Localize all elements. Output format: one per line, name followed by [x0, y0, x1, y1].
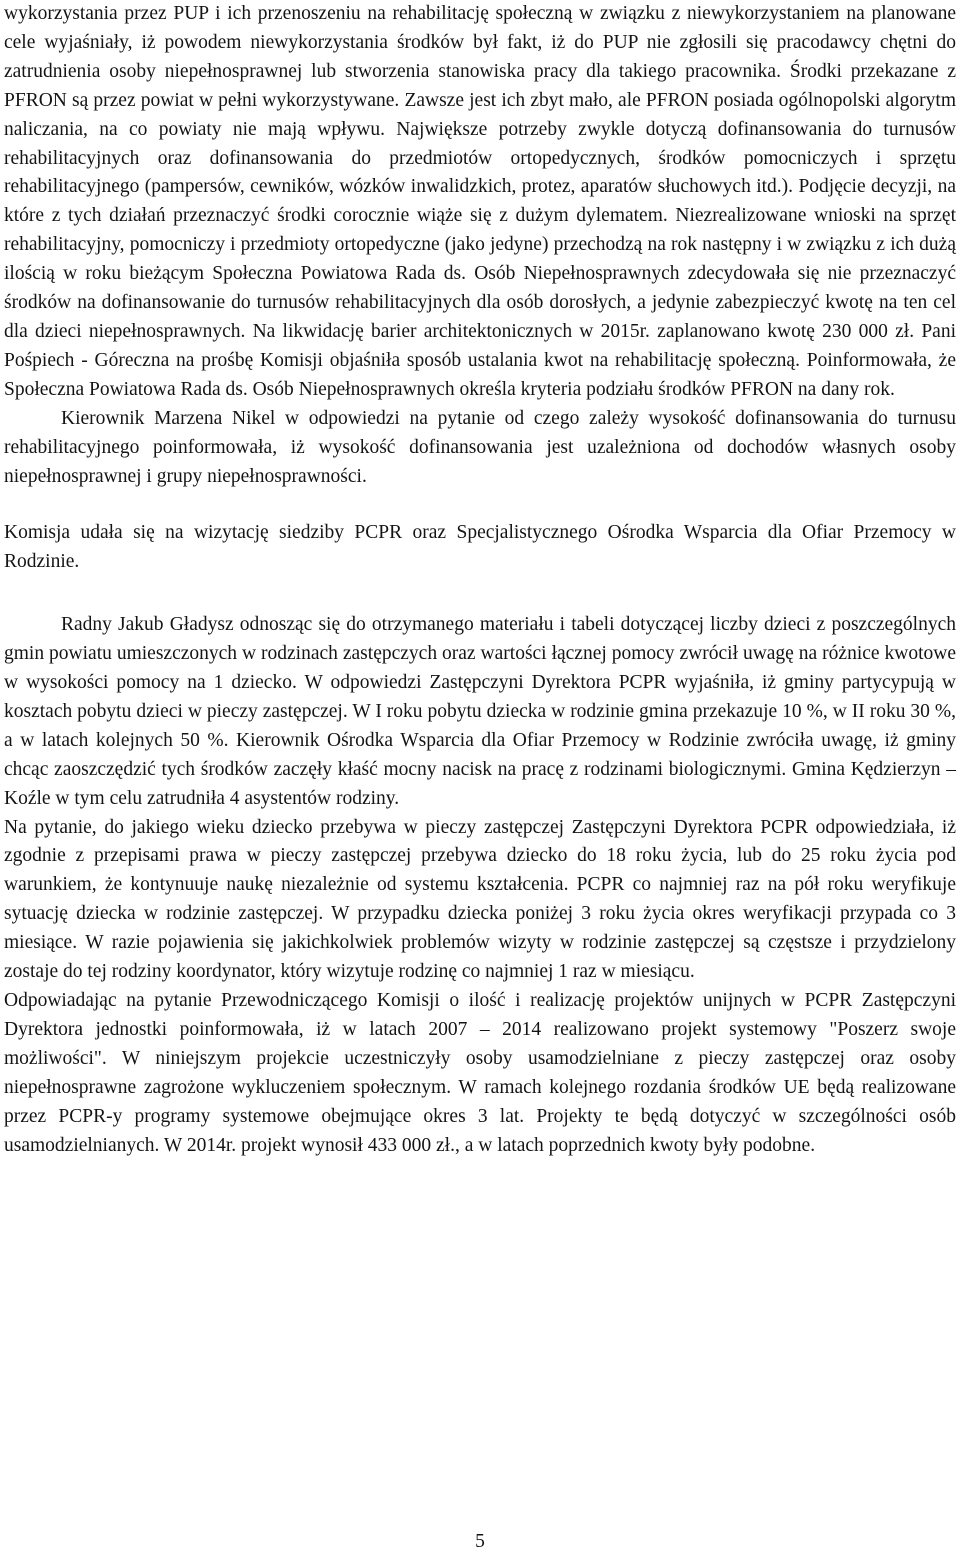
document-page — [4, 0, 956, 1160]
paragraph-commission-visit: Komisja udała się na wizytację siedziby PCPR oraz Specjalistycznego Ośrodka Wsparcia dla Ofiar Przemocy w Rodzinie. — [4, 522, 956, 573]
page-number: 5 — [475, 1531, 485, 1552]
paragraph-spacer — [4, 491, 956, 519]
paragraph-foster-care-age: Na pytanie, do jakiego wieku dziecko przebywa w pieczy zastępczej Zastępczyni Dyrektora PCPR odpowiedziała, iż zgodnie z przepisami prawa w pieczy zastępczej przebywa dziecko do 18 roku życia, lub do 25 roku życia pod warunkiem, że kontynuuje naukę niezależnie od systemu kształcenia. PCPR co najmniej raz na pół roku weryfikuje sytuację dziecka w rodzinie zastępczej. W przypadku dziecka poniżej 3 roku życia okres weryfikacji przypada co 3 miesiące. W razie pojawienia się jakichkolwiek problemów wizyty w rodzinie zastępczej są częstsze i przydzielony zostaje do tej rodziny koordynator, który wizytuje rodzinę co najmniej 1 raz w miesiącu. — [4, 816, 956, 983]
paragraph-eu-projects: Odpowiadając na pytanie Przewodniczącego Komisji o ilość i realizację projektów unijnych w PCPR Zastępczyni Dyrektora jednostki poinformowała, iż w latach 2007 – 2014 realizowano projekt systemowy "Poszerz swoje możliwości". W niniejszym projekcie uczestniczyły osoby usamodzielniane z pieczy zastępczej oraz osoby niepełnosprawne zagrożone wykluczeniem społecznym. W ramach kolejnego rozdania środków UE będą realizowane przez PCPR-y programy systemowe obejmujące okres 3 lat. Projekty te będą dotyczyć w szczególności osób usamodzielnianych. W 2014r. projekt wynosił 433 000 zł., a w latach poprzednich kwoty były podobne. — [4, 990, 956, 1156]
paragraph-turnus-funding: Kierownik Marzena Nikel w odpowiedzi na pytanie od czego zależy wysokość dofinansowania do turnusu rehabilitacyjnego poinformowała, iż wysokość dofinansowania jest uzależniona od dochodów własnych osoby niepełnosprawnej i grupy niepełnosprawności. — [4, 407, 956, 487]
paragraph-pfron-funds: wykorzystania przez PUP i ich przenoszeniu na rehabilitację społeczną w związku z niewykorzystaniem na planowane cele wyjaśniały, iż powodem niewykorzystania środków był fakt, iż do PUP nie zgłosili się pracodawcy chętni do zatrudnienia osoby niepełnosprawnej lub stworzenia stanowiska pracy dla takiego pracownika. Środki przekazane z PFRON są przez powiat w pełni wykorzystywane. Zawsze jest ich zbyt mało, ale PFRON posiada ogólnopolski algorytm naliczania, na co powiaty nie mają wpływu. Największe potrzeby zwykle dotyczą dofinansowania do turnusów rehabilitacyjnych oraz dofinansowania do przedmiotów ortopedycznych, środków pomocniczych i sprzętu rehabilitacyjnego (pampersów, cewników, wózków inwalidzkich, protez, aparatów słuchowych itd.). Podjęcie decyzji, na które z tych działań przeznaczyć środki corocznie wiąże się z dużym dylematem. Niezrealizowane wnioski na sprzęt rehabilitacyjny, pomocniczy i przedmioty ortopedyczne (jako jedyne) przechodzą na rok następny i w związku z ich dużą ilością w roku bieżącym Społeczna Powiatowa Rada ds. Osób Niepełnosprawnych zdecydowała się nie przeznaczyć środków na dofinansowanie do turnusów rehabilitacyjnych dla osób dorosłych, a jedynie zabezpieczyć kwotę na ten cel dla dzieci niepełnosprawnych. Na likwidację barier architektonicznych w 2015r. zaplanowano kwotę 230 000 zł. Pani Pośpiech - Góreczna na prośbę Komisji objaśniła sposób ustalania kwot na rehabilitację społeczną. Poinformowała, że Społeczna Powiatowa Rada ds. Osób Niepełnosprawnych określa kryteria podziału środków PFRON na dany rok. — [4, 3, 956, 400]
paragraph-spacer — [4, 577, 956, 611]
paragraph-foster-care-costs: Radny Jakub Gładysz odnosząc się do otrzymanego materiału i tabeli dotyczącej liczby dzieci z poszczególnych gmin powiatu umieszczonych w rodzinach zastępczych oraz wartości łącznej pomocy zwrócił uwagę na różnice kwotowe w wysokości pomocy na 1 dziecko. W odpowiedzi Zastępczyni Dyrektora PCPR wyjaśniła, iż gminy partycypują w kosztach pobytu dzieci w pieczy zastępczej. W I roku pobytu dziecka w rodzinie gmina przekazuje 10 %, w II roku 30 %, a w latach kolejnych 50 %. Kierownik Ośrodka Wsparcia dla Ofiar Przemocy w Rodzinie zwróciła uwagę, iż gminy chcąc zaoszczędzić tych środków zaczęły kłaść mocny nacisk na pracę z rodzinami biologicznymi. Gmina Kędzierzyn – Koźle w tym celu zatrudniła 4 asystentów rodziny. — [4, 614, 956, 809]
